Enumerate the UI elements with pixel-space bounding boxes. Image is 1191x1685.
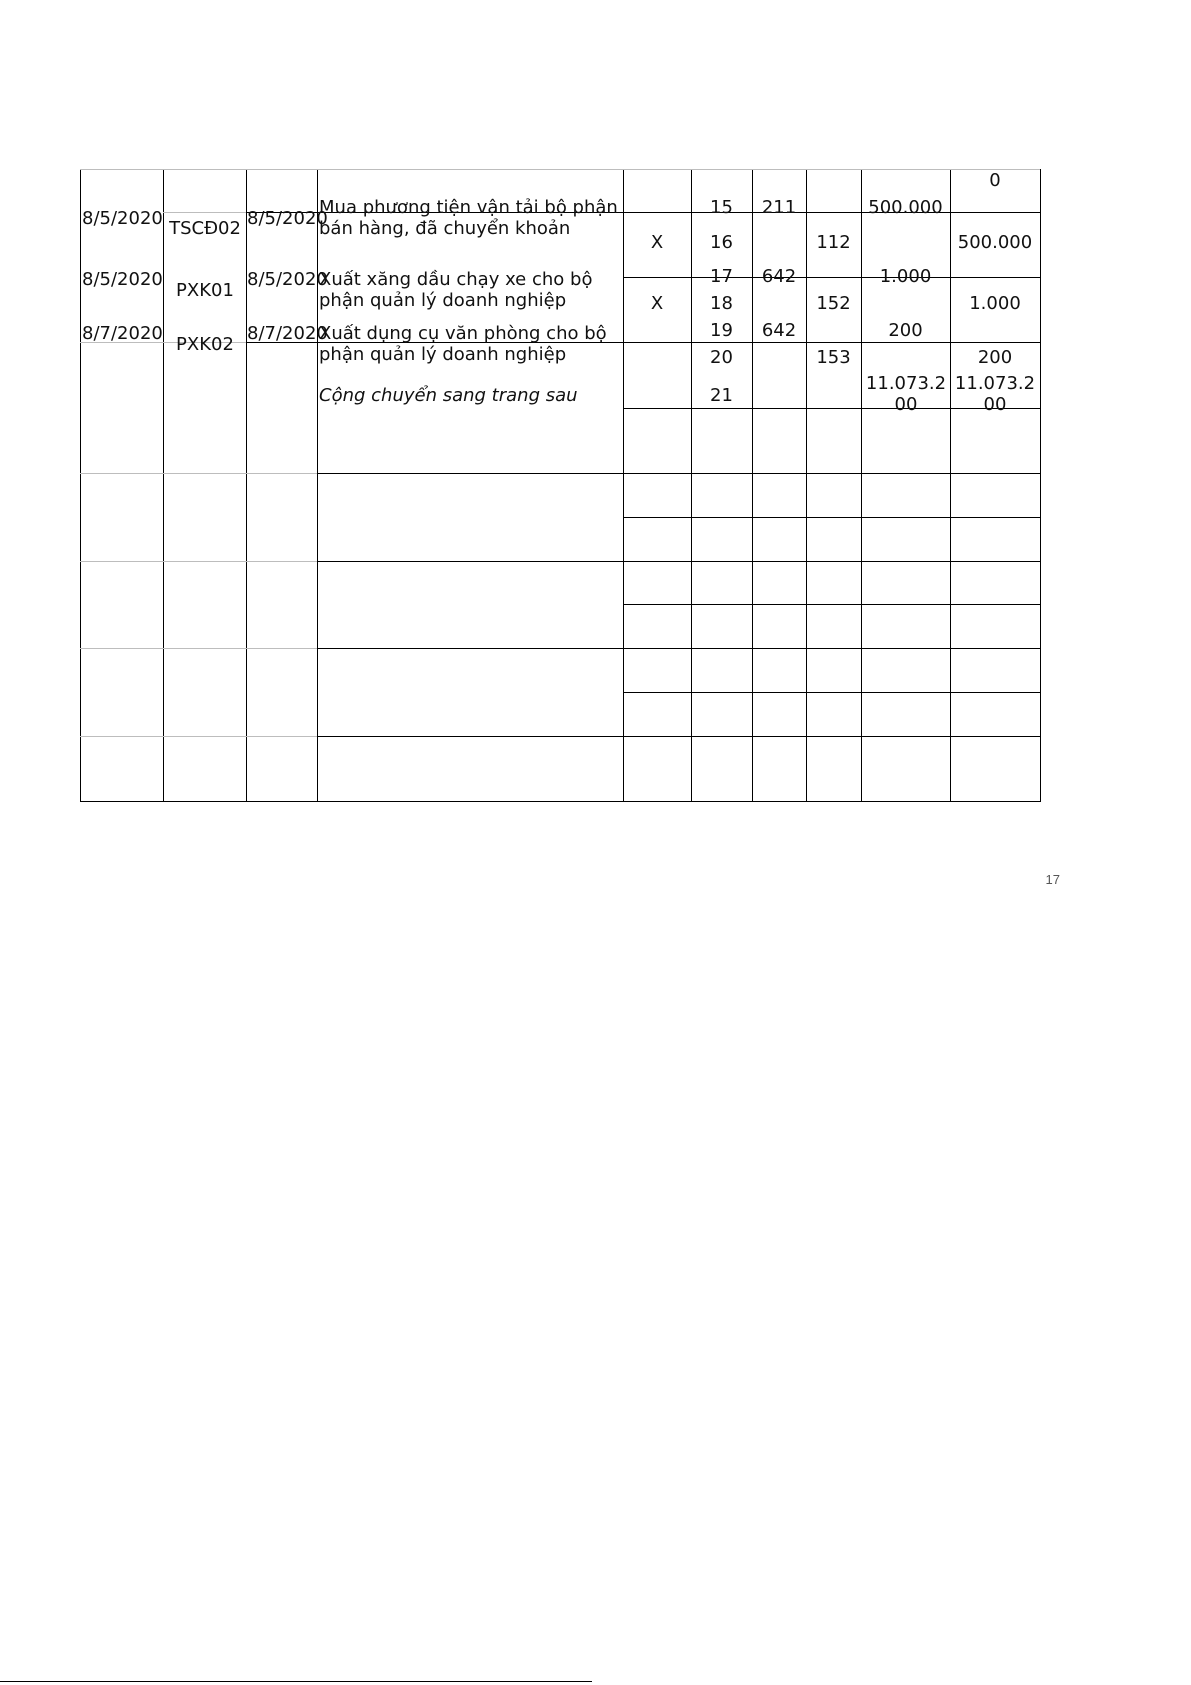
- line-row: 20: [710, 347, 733, 368]
- line-row: 16: [710, 232, 733, 253]
- line-debit-acc: 642: [761, 320, 797, 341]
- carry-forward-row: 21: [710, 385, 733, 406]
- carry-forward-debit-total: 11.073.200: [865, 373, 947, 415]
- line-row: 17: [710, 266, 733, 287]
- entry-post-date: 8/5/2020: [247, 269, 328, 290]
- line-credit-acc: 152: [816, 293, 851, 314]
- line-credit-amt: 200: [977, 347, 1013, 368]
- entry-description: Mua phương tiện vận tải bộ phận bán hàng, đã chuyển khoản: [319, 197, 618, 239]
- carry-forward-credit-total: 11.073.200: [954, 373, 1036, 415]
- entry-description: Xuất xăng dầu chạy xe cho bộ phận quản lý doanh nghiệp: [319, 269, 593, 311]
- entry-doc-date: 8/5/2020: [82, 208, 163, 229]
- line-debit-acc: 642: [761, 266, 797, 287]
- line-debit-amt: 200: [888, 320, 923, 341]
- entry-post-date: 8/7/2020: [247, 323, 328, 344]
- footer-divider: [0, 1681, 592, 1682]
- entry-doc-no: PXK01: [176, 280, 234, 301]
- line-debit-amt: 500.000: [868, 197, 943, 218]
- entry-mark: X: [650, 232, 664, 253]
- line-row: 18: [710, 293, 733, 314]
- line-row: 19: [710, 320, 733, 341]
- line-debit-acc: 211: [761, 197, 797, 218]
- line-credit-acc: 112: [816, 232, 851, 253]
- entry-doc-date: 8/7/2020: [82, 323, 163, 344]
- page-number: 17: [1045, 872, 1060, 887]
- entry-doc-no: TSCĐ02: [169, 218, 241, 239]
- line-credit-amt: 500.000: [957, 232, 1033, 253]
- entry-mark: X: [650, 293, 664, 314]
- carry-forward-label: Cộng chuyển sang trang sau: [319, 385, 578, 406]
- entry-doc-no: PXK02: [176, 334, 234, 355]
- line-credit-acc: 153: [816, 347, 851, 368]
- top-cell-value: 0: [989, 170, 1001, 191]
- line-row: 15: [710, 197, 733, 218]
- entry-post-date: 8/5/2020: [247, 208, 328, 229]
- line-credit-amt: 1.000: [969, 293, 1021, 314]
- entry-description: Xuất dụng cụ văn phòng cho bộ phận quản lý doanh nghiệp: [319, 323, 607, 365]
- entry-doc-date: 8/5/2020: [82, 269, 163, 290]
- line-debit-amt: 1.000: [879, 266, 932, 287]
